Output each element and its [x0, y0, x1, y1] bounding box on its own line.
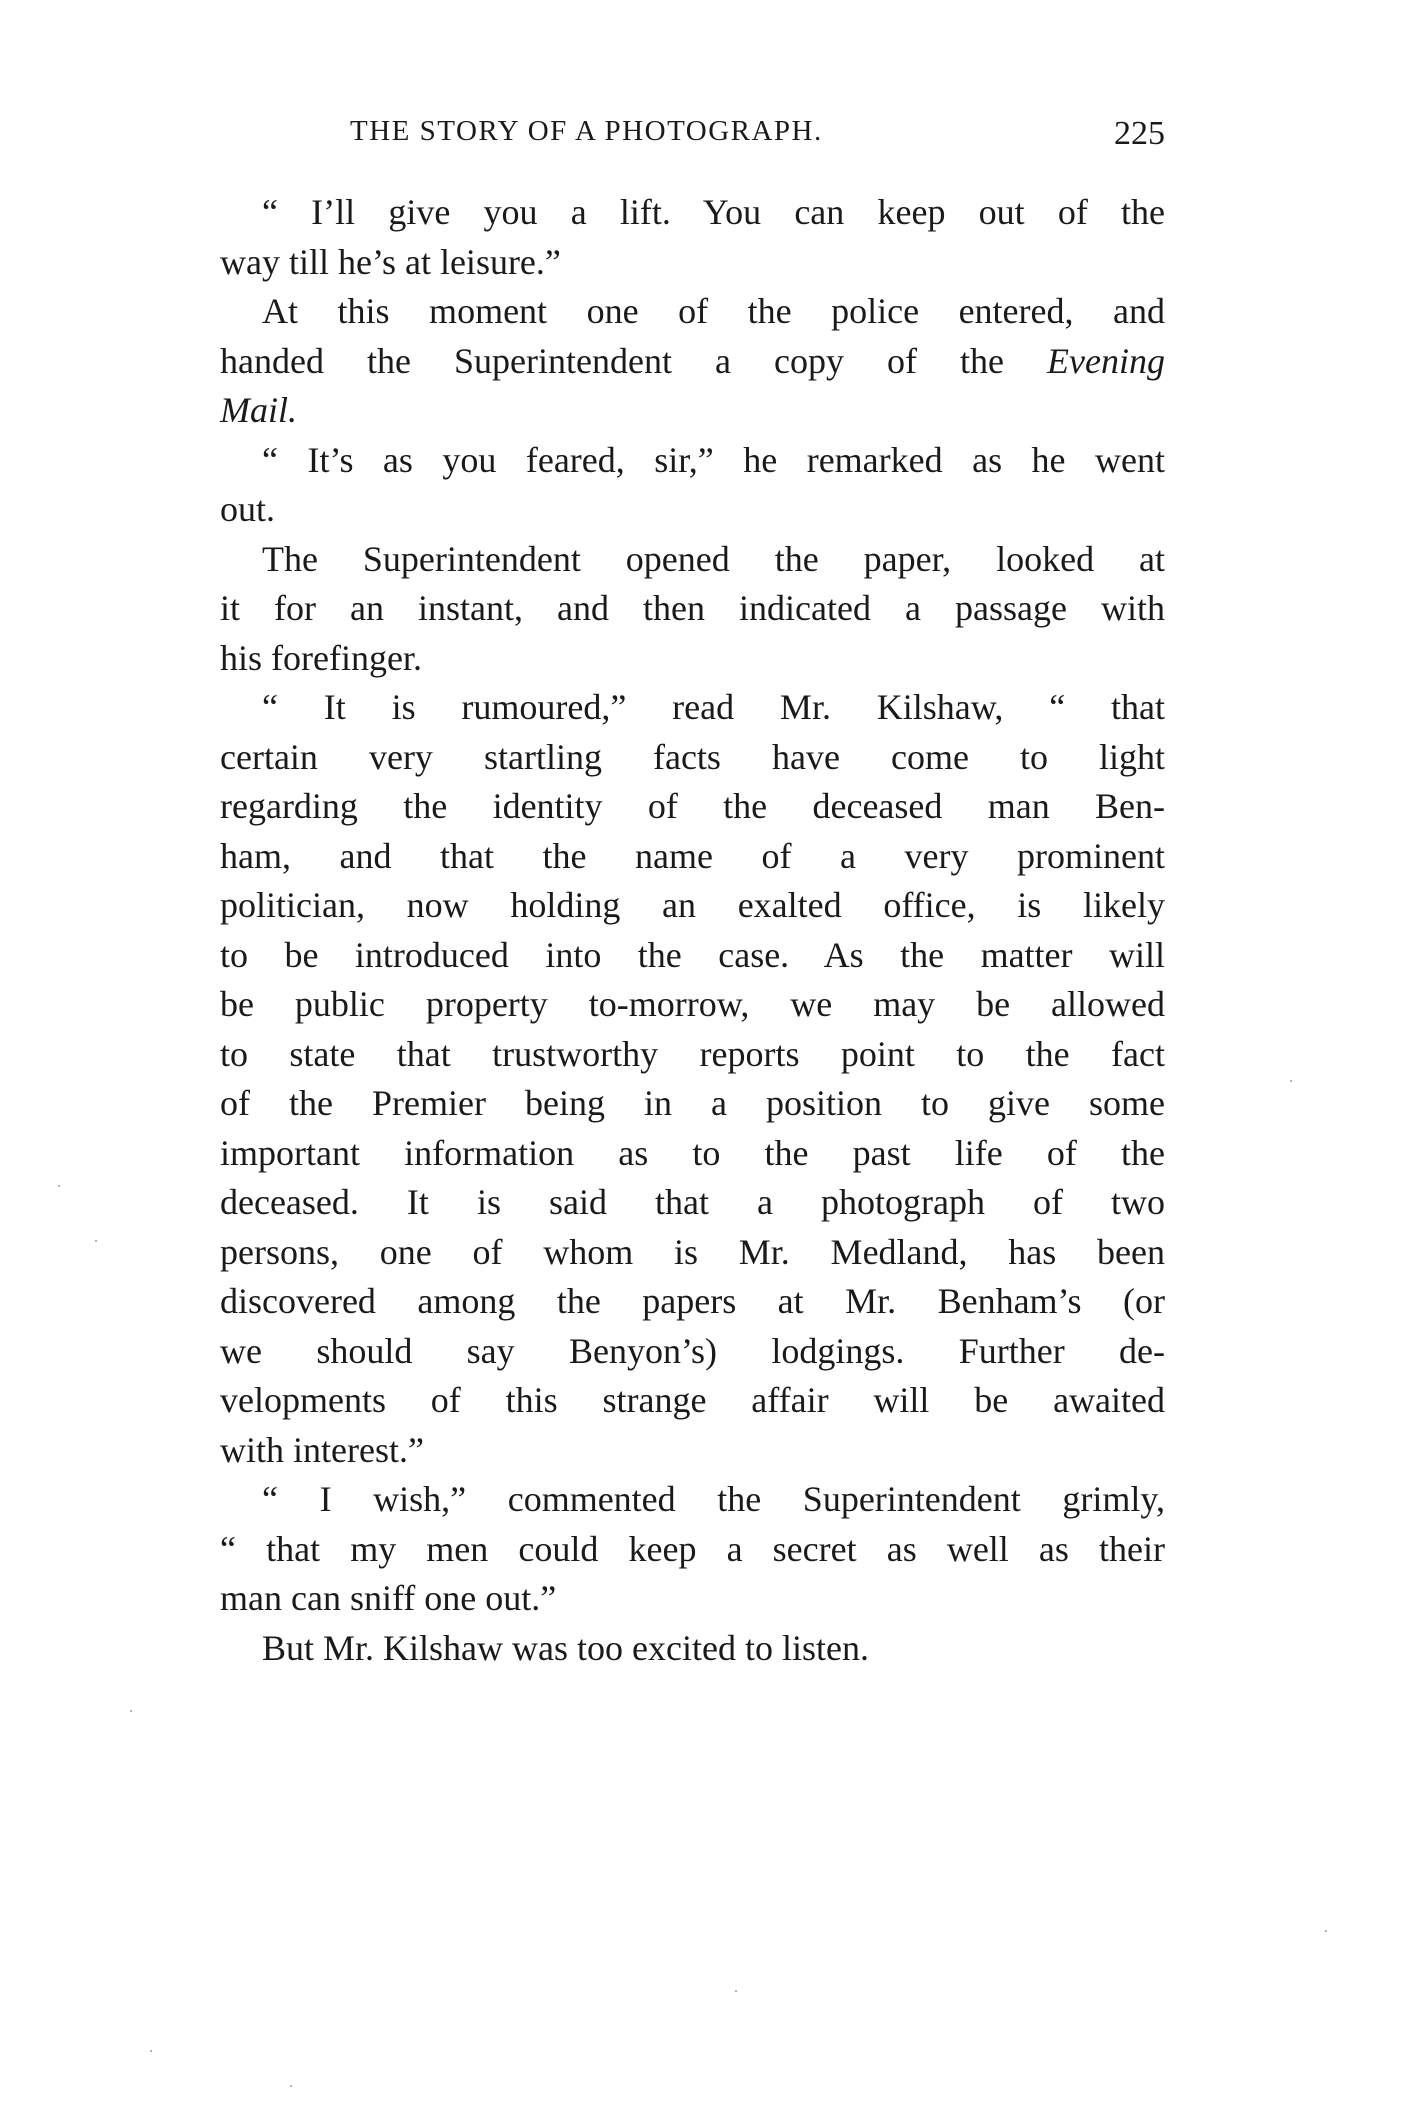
text-line: out.	[220, 489, 276, 529]
text-line: regarding the identity of the deceased man Ben-	[220, 786, 1165, 826]
text-line: deceased. It is said that a photograph of two	[220, 1182, 1165, 1222]
text-run: handed the Superintendent a copy of the	[220, 340, 1005, 381]
text-line: to state that trustworthy reports point to the fact	[220, 1033, 1165, 1074]
text-line: be public property to-morrow, we may be allowed	[220, 984, 1165, 1024]
paper-speck	[150, 2050, 152, 2052]
paper-speck	[95, 1240, 97, 1242]
text-line: “ It’s as you feared, sir,” he remarked as he went	[262, 439, 1165, 480]
text-line: to be introduced into the case. As the matter will	[220, 934, 1165, 975]
text-line: But Mr. Kilshaw was too excited to listen.	[262, 1627, 869, 1668]
text-line	[220, 337, 1165, 387]
paragraph-7	[220, 1624, 1165, 1674]
text-line: it for an instant, and then indicated a passage with	[220, 588, 1165, 628]
text-line: velopments of this strange affair will be awaited	[220, 1380, 1165, 1420]
newspaper-title-italic: Mail.	[220, 390, 297, 430]
text-line: his forefinger.	[220, 637, 422, 678]
paper-speck	[130, 1710, 132, 1712]
text-line: persons, one of whom is Mr. Medland, has been	[220, 1231, 1165, 1272]
body-text	[220, 188, 1165, 1673]
text-line: important information as to the past life of the	[220, 1132, 1165, 1173]
paragraph-3	[220, 436, 1165, 535]
text-line	[220, 386, 1165, 436]
text-line: with interest.”	[220, 1429, 424, 1470]
paragraph-4	[220, 535, 1165, 684]
text-line: “ It is rumoured,” read Mr. Kilshaw, “ that	[262, 687, 1165, 727]
running-title: THE STORY OF A PHOTOGRAPH.	[350, 115, 823, 147]
paper-speck	[735, 1990, 737, 1992]
text-line: ham, and that the name of a very prominent	[220, 835, 1165, 876]
text-line: “ that my men could keep a secret as well as their	[220, 1528, 1165, 1569]
paragraph-2	[220, 287, 1165, 436]
text-line: man can sniff one out.”	[220, 1578, 557, 1618]
running-head	[350, 115, 1165, 155]
text-line: “ I wish,” commented the Superintendent grimly,	[262, 1479, 1165, 1519]
newspaper-title-italic: Evening	[1047, 340, 1165, 381]
paper-speck	[58, 1185, 60, 1187]
text-line: At this moment one of the police entered, and	[262, 291, 1165, 331]
paper-speck	[290, 2085, 292, 2087]
text-line: way till he’s at leisure.”	[220, 241, 561, 282]
text-line: discovered among the papers at Mr. Benham’s (or	[220, 1281, 1165, 1321]
text-line: politician, now holding an exalted office, is likely	[220, 885, 1165, 925]
paragraph-6	[220, 1475, 1165, 1624]
text-line: “ I’ll give you a lift. You can keep out of the	[262, 192, 1165, 232]
text-line: we should say Benyon’s) lodgings. Further de-	[220, 1330, 1165, 1371]
text-line: The Superintendent opened the paper, looked at	[262, 538, 1165, 579]
page-number: 225	[1114, 115, 1165, 152]
paper-speck	[1325, 1930, 1327, 1932]
paragraph-1	[220, 188, 1165, 287]
text-line: certain very startling facts have come to light	[220, 736, 1165, 777]
paragraph-5	[220, 683, 1165, 1475]
text-line: of the Premier being in a position to give some	[220, 1083, 1165, 1123]
paper-speck	[1290, 1080, 1292, 1082]
